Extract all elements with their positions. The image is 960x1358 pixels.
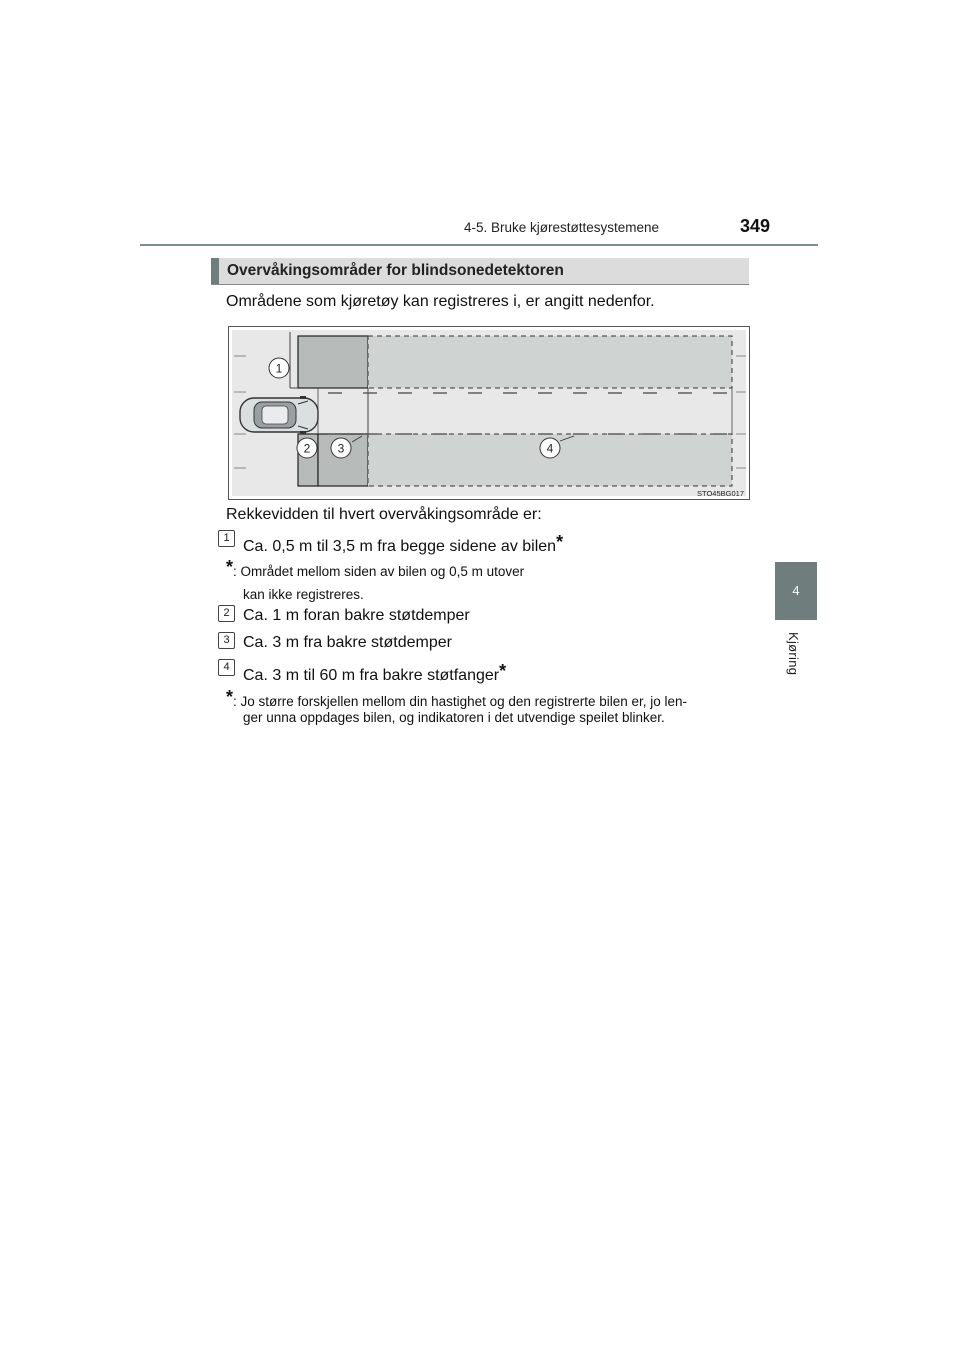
range-intro: Rekkevidden til hvert overvåkingsområde er: [226,506,542,523]
item-4 [243,661,506,685]
note-2-line2: ger unna oppdages bilen, og indikatoren i det utvendige speilet blinker. [243,710,665,725]
item-4-star: * [499,661,507,681]
callout-2: 2 [303,441,311,456]
header-section-title: 4-5. Bruke kjørestøttesystemene [464,220,660,235]
note-1 [226,558,524,581]
zone-4-upper [368,336,732,388]
note-1-marker: * [226,557,234,577]
blind-spot-diagram [228,326,750,500]
item-2-text: Ca. 1 m foran bakre støtdemper [243,607,470,624]
note-2-colon: : [233,694,237,709]
item-1 [243,532,563,556]
note-1-colon: : [233,564,237,579]
item-1-text: Ca. 0,5 m til 3,5 m fra begge sidene av bilen [243,538,557,555]
chapter-number: 4 [792,583,800,598]
car-top-view [240,396,318,434]
item-1-star: * [556,532,564,552]
note-1-line2: kan ikke registreres. [243,587,364,602]
section-title: Overvåkingsområder for blindsonedetektoren [227,262,564,279]
chapter-label: Kjøring [786,632,801,676]
section-header [211,258,749,285]
callout-4: 4 [546,441,554,456]
page-number: 349 [740,216,771,236]
zone-1-near [298,336,368,388]
note-1-line1: Området mellom siden av bilen og 0,5 m utover [240,564,525,579]
item-number-1: 1 [218,530,235,547]
intro-text: Områdene som kjøretøy kan registreres i, er angitt nedenfor. [226,293,655,310]
chapter-tab [775,562,817,620]
item-3-text: Ca. 3 m fra bakre støtdemper [243,634,452,651]
diagram-code: STO45BG017 [697,489,744,498]
note-2-marker: * [226,687,234,707]
callout-3: 3 [337,441,345,456]
item-number-3: 3 [218,632,235,649]
item-number-2: 2 [218,605,235,622]
item-number-4: 4 [218,659,235,676]
header-rule [140,244,818,246]
note-2-line1: Jo større forskjellen mellom din hastighet og den registrerte bilen er, jo len- [240,694,688,709]
callout-1: 1 [275,361,283,376]
item-4-text: Ca. 3 m til 60 m fra bakre støtfanger [243,667,500,684]
